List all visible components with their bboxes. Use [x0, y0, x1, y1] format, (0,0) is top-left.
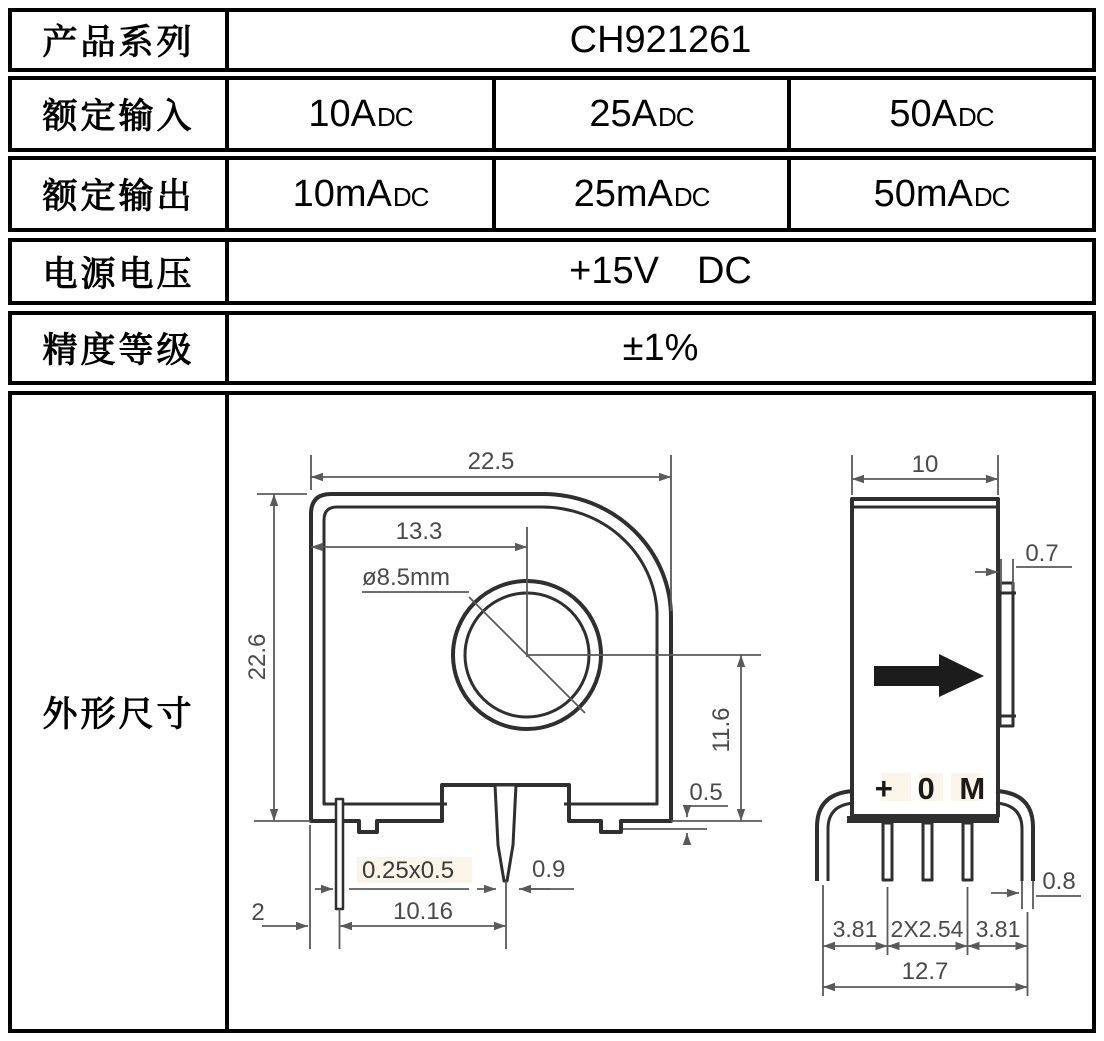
row-rated-output — [8, 156, 1096, 232]
rated-output-v2 — [496, 160, 791, 228]
front-center-pin — [495, 785, 516, 881]
side-view — [817, 499, 1033, 881]
voltage-suffix: DC — [696, 250, 752, 292]
side-ridge — [1000, 583, 1013, 726]
dim-front-edge-to-pin: 2 — [251, 899, 265, 926]
value-sub: DC — [392, 182, 429, 212]
dim-front-overall-height: 22.6 — [244, 633, 271, 681]
rated-input-values — [229, 80, 1092, 148]
side-pin-m — [963, 823, 972, 880]
row-supply-voltage — [8, 238, 1096, 305]
dim-front-hole-diameter: ø8.5mm — [362, 564, 451, 591]
side-body-outline — [852, 499, 998, 816]
product-series-value — [229, 12, 1092, 68]
voltage-value: +15V — [569, 250, 659, 292]
value-main: 10A — [308, 93, 377, 135]
dim-front-pin-cross-section: 0.25x0.5 — [362, 857, 455, 884]
rated-input-v3 — [791, 80, 1092, 148]
supply-voltage-value — [229, 242, 1092, 301]
dim-front-center-to-bottom: 11.6 — [708, 707, 735, 753]
row-accuracy-class — [8, 311, 1096, 385]
value-sub: DC — [673, 182, 710, 212]
value-main: 50mA — [873, 173, 973, 215]
front-left-pin — [336, 799, 343, 909]
dim-front-hole-offset: 13.3 — [395, 518, 443, 545]
outline-dimensions-label: 外形尺寸 — [12, 395, 229, 1029]
side-dim-lines — [823, 455, 1081, 996]
front-body-outline — [311, 494, 671, 832]
dim-side-pitch-left: 3.81 — [832, 916, 878, 942]
rated-output-values — [229, 160, 1092, 228]
product-series-label: 产品系列 — [12, 12, 229, 68]
pin-polarity-labels: + 0 M — [874, 771, 988, 806]
accuracy-text: ±1% — [622, 326, 699, 369]
accuracy-class-value — [229, 315, 1092, 381]
current-direction-arrow-icon — [874, 654, 984, 697]
rated-output-v3 — [791, 160, 1092, 228]
side-pin-plus — [883, 823, 892, 880]
side-pin-zero — [923, 823, 932, 880]
row-product-series — [8, 8, 1096, 72]
row-outline-dimensions — [8, 391, 1096, 1033]
row-rated-input — [8, 76, 1096, 152]
value-sub: DC — [973, 182, 1010, 212]
dim-front-pin-pitch: 10.16 — [392, 898, 454, 925]
value-main: 25A — [589, 93, 658, 135]
product-series-text: CH921261 — [569, 19, 752, 61]
rated-output-v1 — [229, 160, 496, 228]
rated-input-label: 额定输入 — [12, 80, 229, 148]
dimension-labels — [244, 448, 1076, 985]
value-sub: DC — [958, 102, 994, 132]
value-main: 10mA — [292, 173, 392, 215]
dim-front-center-pin-width: 0.9 — [532, 856, 566, 883]
outline-drawing — [229, 395, 1100, 1037]
dim-side-overall-depth: 10 — [911, 451, 939, 478]
value-sub: DC — [658, 102, 694, 132]
supply-voltage-label: 电源电压 — [12, 242, 229, 301]
value-sub: DC — [377, 102, 413, 132]
rated-input-v2 — [496, 80, 791, 148]
dim-front-bottom-step: 0.5 — [689, 779, 723, 806]
accuracy-class-label: 精度等级 — [12, 315, 229, 381]
dim-side-leg-width: 0.8 — [1042, 868, 1076, 895]
rated-input-v1 — [229, 80, 496, 148]
dim-side-pitch-right: 3.81 — [975, 916, 1021, 942]
dim-side-overall-pin-span: 12.7 — [901, 958, 949, 985]
rated-output-label: 额定输出 — [12, 160, 229, 228]
front-view — [311, 494, 671, 909]
outline-drawing-cell — [229, 395, 1092, 1029]
dim-front-overall-width: 22.5 — [467, 448, 515, 475]
dim-side-ridge-width: 0.7 — [1025, 540, 1059, 567]
value-main: 50A — [889, 93, 958, 135]
value-main: 25mA — [573, 173, 673, 215]
dim-side-pitch-center: 2X2.54 — [890, 916, 964, 942]
